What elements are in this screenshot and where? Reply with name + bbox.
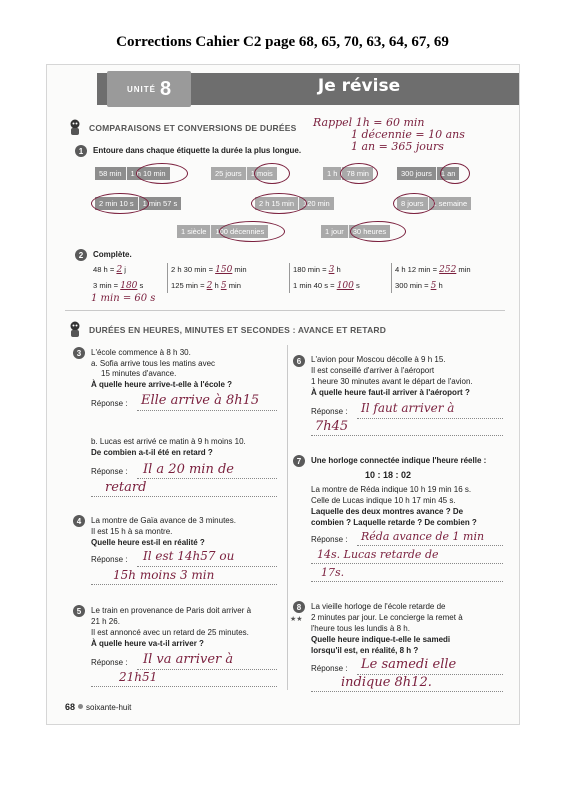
answer-circle [251,193,307,214]
q3b-answer-2: retard [105,480,147,495]
answer-circle [254,163,290,184]
rappel-line-3: 1 an = 365 jours [351,140,444,153]
q4-text-1: La montre de Gaïa avance de 3 minutes. [91,516,236,525]
q4-question: Quelle heure est-il en réalité ? [91,538,205,547]
question-8-number: 8 [293,601,305,613]
q6-text-2: Il est conseillé d'arriver à l'aéroport [311,366,435,375]
q2-handwritten-note: 1 min = 60 s [91,293,156,304]
q3a-question: À quelle heure arrive-t-elle à l'école ? [91,380,233,389]
q7-text-3: Celle de Lucas indique 10 h 17 min 45 s. [311,496,456,505]
conversion-3: 180 min = 3 h [293,265,341,275]
label-pair-3: 1 h 78 min [323,167,373,180]
answer-line [91,496,277,497]
label-pair-6: 2 h 15 min 120 min [255,197,334,210]
label-pair-7: 8 jours 1 semaine [397,197,471,210]
q5-answer-2: 21h51 [119,670,158,684]
difficulty-stars: ★★ [290,616,303,623]
q6-text-1: L'avion pour Moscou décolle à 9 h 15. [311,355,446,364]
q6-text-3: 1 heure 30 minutes avant le départ de l'avion. [311,377,473,386]
label-pair-1: 58 min 1 h 10 min [95,167,170,180]
answer-line [357,418,503,419]
column-separator [289,263,290,293]
q6-reponse-label: Réponse : [311,407,348,416]
column-separator [167,263,168,293]
q7-question-1: Laquelle des deux montres avance ? De [311,507,464,516]
q8-answer-2: indique 8h12. [341,675,432,690]
q5-text-2: 21 h 26. [91,617,120,626]
conversion-7: 1 min 40 s = 100 s [293,281,360,291]
question-4-number: 4 [73,515,85,527]
label-pair-5: 2 min 10 s 1 min 57 s [95,197,181,210]
answer-line [311,563,503,564]
conversion-1: 48 h = 2 j [93,265,126,275]
question-1-instruction: Entoure dans chaque étiquette la durée la plus longue. [93,146,302,155]
q5-text-3: Il est annoncé avec un retard de 25 minutes. [91,628,249,637]
answer-line [137,669,277,670]
page-number-word: soixante-huit [86,703,132,712]
q7-answer-3: 17s. [321,566,345,579]
label-pair-8: 1 siècle 100 décennies [177,225,268,238]
q3b-answer-1: Il a 20 min de [143,462,234,477]
label-pair-9: 1 jour 30 heures [321,225,390,238]
answer-circle [219,221,285,242]
answer-line [357,545,503,546]
q3a-answer: Elle arrive à 8h15 [141,393,260,408]
conversion-8: 300 min = 5 h [395,281,443,291]
section2-heading [67,321,386,339]
answer-circle [350,221,406,242]
q3a-reponse-label: Réponse : [91,399,128,408]
answer-circle [440,163,470,184]
conversion-2: 2 h 30 min = 150 min [171,265,247,275]
answer-line [137,566,277,567]
conversion-6: 125 min = 2 h 5 min [171,281,241,291]
q3a-text2: 15 minutes d'avance. [101,369,177,378]
q4-text-2: Il est 15 h à sa montre. [91,527,173,536]
q8-question-1: Quelle heure indique-t-elle le samedi [311,635,451,644]
q6-question: À quelle heure faut-il arriver à l'aéroport ? [311,388,470,397]
q5-text-1: Le train en provenance de Paris doit arriver à [91,606,252,615]
q3b-text: b. Lucas est arrivé ce matin à 9 h moins 10. [91,437,246,446]
q6-answer-2: 7h45 [315,419,349,434]
q3b-reponse-label: Réponse : [91,467,128,476]
answer-circle [393,193,435,214]
q7-answer-2: 14s. Lucas retarde de [317,548,439,561]
q4-reponse-label: Réponse : [91,555,128,564]
question-6-number: 6 [293,355,305,367]
unit-number: 8 [159,77,172,100]
bullet-icon [78,704,83,709]
answer-line [311,581,503,582]
workbook-page [46,64,520,725]
q4-answer-1: Il est 14h57 ou [143,549,235,563]
answer-circle [136,163,188,184]
answer-line [311,691,503,692]
q3a-text: a. Sofia arrive tous les matins avec [91,359,216,368]
page-footer [65,702,131,712]
q7-reponse-label: Réponse : [311,535,348,544]
page-number: 68 [65,702,76,712]
q7-text-2: La montre de Réda indique 10 h 19 min 16 s. [311,485,472,494]
q7-text-1: Une horloge connectée indique l'heure réelle : [311,456,487,465]
unit-tab [107,71,191,107]
question-2-number: 2 [75,249,87,261]
q7-answer-1: Réda avance de 1 min [361,530,485,543]
question-3-number: 3 [73,347,85,359]
q8-answer-1: Le samedi elle [361,657,457,672]
q3b-question: De combien a-t-il été en retard ? [91,448,213,457]
answer-line [91,584,277,585]
label-pair-2: 25 jours 1 mois [211,167,277,180]
q8-text-2: 2 minutes par jour. Le concierge la remet à [311,613,463,622]
q8-reponse-label: Réponse : [311,664,348,673]
header-title: Je révise [317,76,401,96]
duration-labels [95,167,503,247]
q3-intro: L'école commence à 8 h 30. [91,348,191,357]
column-divider [287,345,288,690]
q4-answer-2: 15h moins 3 min [113,568,215,582]
answer-line [137,410,277,411]
question-5-number: 5 [73,605,85,617]
q7-question-2: combien ? Laquelle retarde ? De combien ? [311,518,477,527]
q5-reponse-label: Réponse : [91,658,128,667]
mascot-icon [67,321,83,339]
question-1-number: 1 [75,145,87,157]
q8-question-2: lorsqu'il est, en réalité, 8 h ? [311,646,419,655]
conversion-5: 3 min = 180 s [93,281,144,291]
q8-text-1: La vieille horloge de l'école retarde de [311,602,446,611]
q6-answer-1: Il faut arriver à [361,401,455,415]
rappel-line-1: Rappel 1h = 60 min [313,116,425,129]
answer-line [137,478,277,479]
mascot-icon [67,119,83,137]
q5-question: À quelle heure va-t-il arriver ? [91,639,204,648]
section1-title: COMPARAISONS ET CONVERSIONS DE DURÉES [89,123,297,133]
column-separator [391,263,392,293]
question-2-instruction: Complète. [93,250,132,259]
q7-clock-display: 10 : 18 : 02 [365,470,412,480]
label-pair-4: 300 jours 1 an [397,167,459,180]
rappel-line-2: 1 décennie = 10 ans [351,128,465,141]
section2-title: DURÉES EN HEURES, MINUTES ET SECONDES : AVANCE ET RETARD [89,325,387,335]
unit-label: UNITÉ [126,84,156,94]
question-7-number: 7 [293,455,305,467]
q5-answer-1: Il va arriver à [143,652,234,667]
section-divider [65,310,505,311]
conversion-4: 4 h 12 min = 252 min [395,265,471,275]
document-title: Corrections Cahier C2 page 68, 65, 70, 63, 64, 67, 69 [116,34,449,50]
answer-circle [340,163,378,184]
q8-text-3: l'heure tous les lundis à 8 h. [311,624,410,633]
answer-line [311,435,503,436]
rappel-note [313,117,465,153]
section1-heading [67,119,297,137]
answer-line [91,686,277,687]
answer-circle [91,193,149,214]
